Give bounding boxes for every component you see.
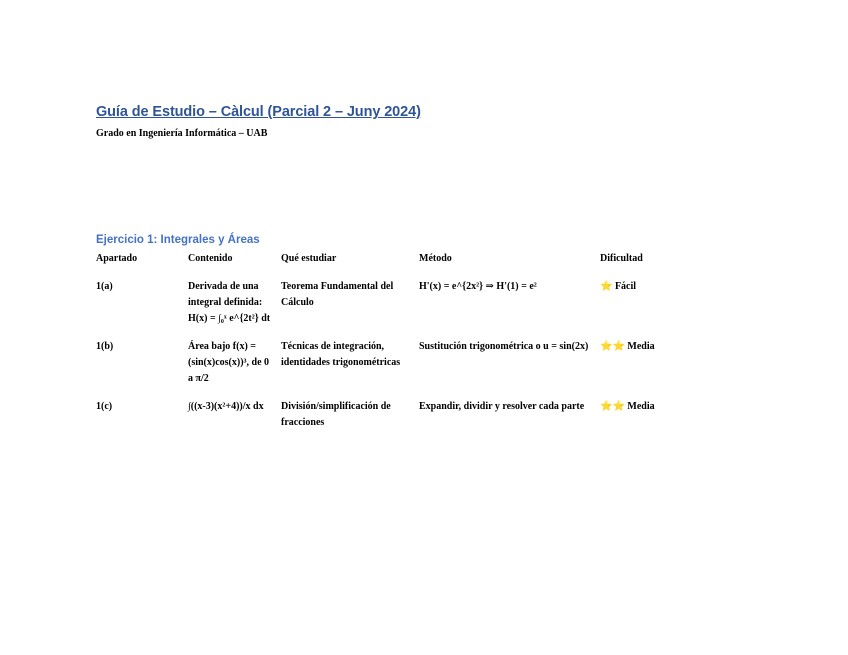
difficulty-label: Media <box>627 401 655 412</box>
table-row <box>96 339 690 399</box>
column-header-contenido: Contenido <box>188 253 233 264</box>
column-header-metodo: Método <box>419 253 452 264</box>
cell-que-estudiar: División/simplificación de fracciones <box>281 401 391 428</box>
cell-contenido: ∫((x-3)(x²+4))/x dx <box>188 401 264 412</box>
cell-metodo: Sustitución trigonométrica o u = sin(2x) <box>419 341 589 352</box>
section-heading: Ejercicio 1: Integrales y Áreas <box>96 234 260 246</box>
cell-apartado: 1(c) <box>96 401 113 412</box>
cell-que-estudiar: Técnicas de integración, identidades trigonométricas <box>281 341 401 368</box>
cell-dificultad <box>600 339 690 399</box>
difficulty-label: Media <box>627 341 655 352</box>
column-header-apartado: Apartado <box>96 253 138 264</box>
cell-metodo: H'(x) = e^{2x²} ⇒ H'(1) = e² <box>419 281 537 292</box>
cell-apartado: 1(a) <box>96 281 113 292</box>
study-table <box>96 251 690 443</box>
cell-dificultad <box>600 279 690 339</box>
cell-contenido: Área bajo f(x) = (sin(x)cos(x))³, de 0 a π/2 <box>188 341 270 384</box>
column-header-dificultad: Dificultad <box>600 253 643 264</box>
difficulty-label: Fácil <box>614 281 637 292</box>
star-icon: ⭐⭐ <box>600 341 625 352</box>
cell-apartado: 1(b) <box>96 341 114 352</box>
table-row <box>96 399 690 443</box>
cell-metodo: Expandir, dividir y resolver cada parte <box>419 401 585 412</box>
cell-contenido: Derivada de una integral definida: H(x) = ∫₀ˣ e^{2t²} dt <box>188 281 271 324</box>
cell-que-estudiar: Teorema Fundamental del Cálculo <box>281 281 394 308</box>
star-icon: ⭐⭐ <box>600 401 625 412</box>
star-icon: ⭐ <box>600 281 613 292</box>
document-subtitle: Grado en Ingeniería Informática – UAB <box>96 128 268 139</box>
table-row <box>96 279 690 339</box>
table-header-row <box>96 251 690 279</box>
document-title: Guía de Estudio – Càlcul (Parcial 2 – Juny 2024) <box>96 104 421 120</box>
column-header-que-estudiar: Qué estudiar <box>281 253 337 264</box>
cell-dificultad <box>600 399 690 443</box>
